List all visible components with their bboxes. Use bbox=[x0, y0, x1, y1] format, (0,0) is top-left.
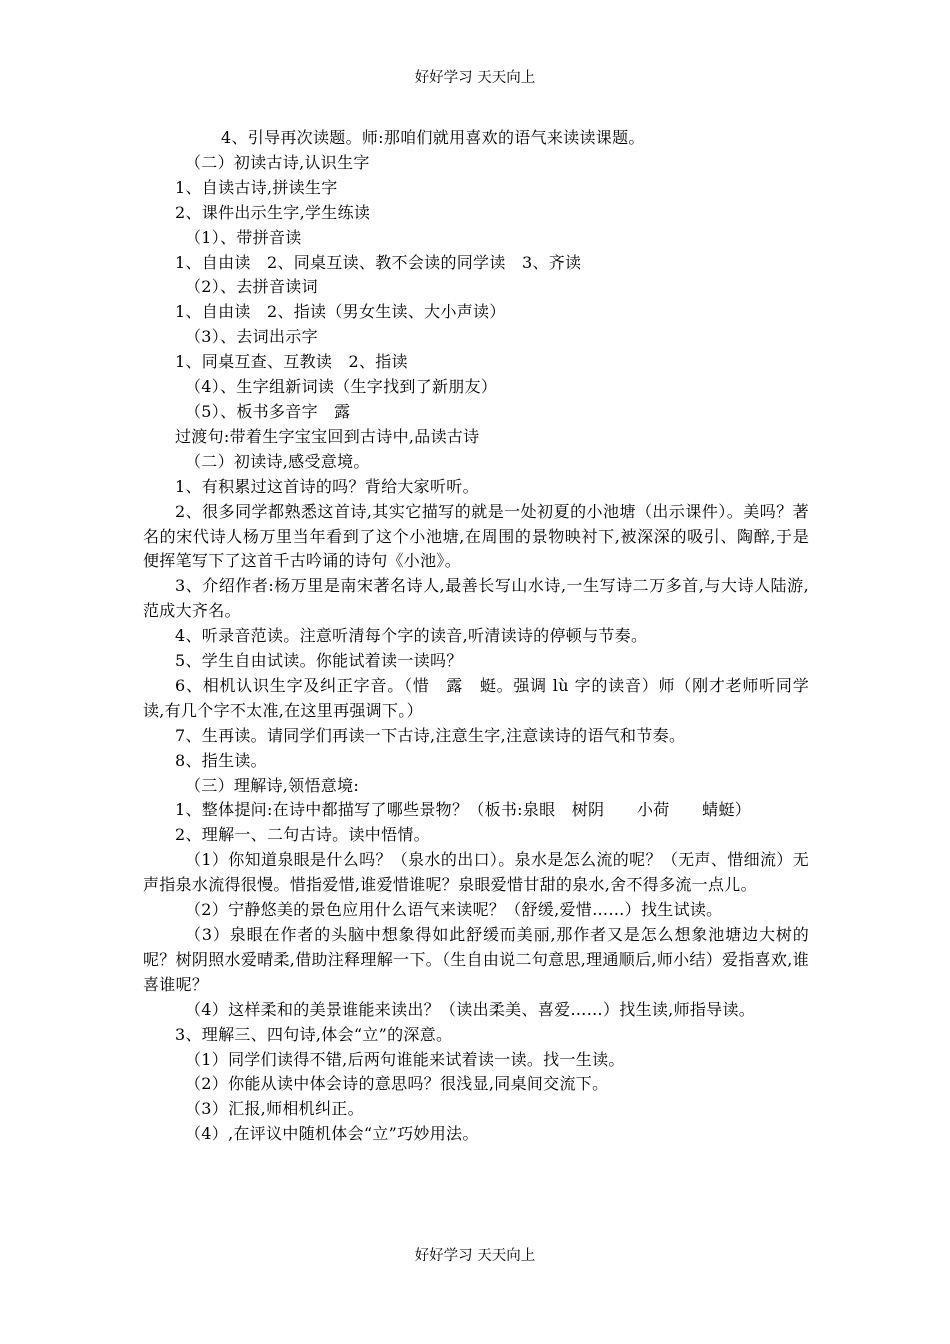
text-line: 2、理解一、二句古诗。读中悟情。 bbox=[175, 825, 430, 845]
text-line: （1）同学们读得不错,后两句谁能来试着读一读。找一生读。 bbox=[185, 1049, 625, 1069]
text-line: 7、生再读。请同学们再读一下古诗,注意生字,注意读诗的语气和节奏。 bbox=[175, 725, 686, 745]
text-line: （4）、生字组新词读（生字找到了新朋友） bbox=[185, 377, 498, 397]
document-body bbox=[143, 126, 809, 1147]
text-line: （4）,在评议中随机体会“立”巧妙用法。 bbox=[185, 1124, 479, 1144]
text-line: （5）、板书多音字 露 bbox=[185, 401, 351, 421]
text-line: 过渡句:带着生字宝宝回到古诗中,品读古诗 bbox=[175, 426, 480, 446]
paragraph: （2）宁静悠美的景色应用什么语气来读呢？（舒缓,爱惜……）找生试读。 bbox=[185, 900, 723, 920]
text-line: 1、自由读 2、指读（男女生读、大小声读） bbox=[175, 302, 506, 322]
paragraph: 1、整体提问:在诗中都描写了哪些景物？（板书:泉眼 树阴 小荷 蜻蜓） bbox=[175, 800, 752, 820]
text-line: （3）汇报,师相机纠正。 bbox=[185, 1099, 364, 1119]
text-line: 1、自读古诗,拼读生字 bbox=[175, 177, 338, 197]
paragraph: （4）这样柔和的美景谁能来读出？（读出柔美、喜爱……）找生读,师指导读。 bbox=[185, 999, 756, 1019]
text-line: （2）你能从读中体会诗的意思吗？很浅显,同桌间交流下。 bbox=[185, 1074, 609, 1094]
page-footer: 好好学习 天天向上 bbox=[414, 1248, 536, 1264]
section-heading: （三）理解诗,领悟意境: bbox=[185, 775, 360, 795]
text-line: 1、自由读 2、同桌互读、教不会读的同学读 3、齐读 bbox=[175, 252, 582, 272]
text-line: 4、听录音范读。注意听清每个字的读音,听清读诗的停顿与节奏。 bbox=[175, 626, 648, 646]
paragraph: （3）泉眼在作者的头脑中想象得如此舒缓而美丽,那作者又是怎么想象池塘边大树的呢？树阴照水爱晴柔,借助注释理解一下。（生自由说二句意思,理通顺后,师小结）爱指喜欢,谁喜谁呢？ bbox=[143, 925, 809, 994]
text-line: （2）、去拼音读词 bbox=[185, 277, 318, 297]
page-header: 好好学习 天天向上 bbox=[414, 70, 536, 86]
paragraph: 2、很多同学都熟悉这首诗,其实它描写的就是一处初夏的小池塘（出示课件）。美吗？著名的宋代诗人杨万里当年看到了这个小池塘,在周围的景物映衬下,被深深的吸引、陶醉,于是便挥笔写下了这首千古吟诵的诗句《小池》。 bbox=[143, 501, 809, 571]
text-line: （3）、去词出示字 bbox=[185, 327, 318, 347]
text-line: 1、有积累过这首诗的吗？背给大家听听。 bbox=[175, 476, 479, 496]
paragraph: 6、相机认识生字及纠正字音。（惜 露 蜓。强调 lù 字的读音）师（刚才老师听同学读,有几个字不太准,在这里再强调下。） bbox=[143, 675, 809, 720]
text-line: 2、课件出示生字,学生练读 bbox=[175, 202, 371, 222]
text-line: 1、同桌互查、互教读 2、指读 bbox=[175, 352, 408, 372]
text-line: 8、指生读。 bbox=[175, 750, 267, 770]
text-line: （1）、带拼音读 bbox=[185, 227, 302, 247]
text-line: 4、引导再次读题。师:那咱们就用喜欢的语气来读读课题。 bbox=[221, 128, 645, 147]
section-heading: （二）初读古诗,认识生字 bbox=[185, 152, 370, 172]
paragraph: 3、介绍作者:杨万里是南宋著名诗人,最善长写山水诗,一生写诗二万多首,与大诗人陆游,范成大齐名。 bbox=[143, 576, 809, 621]
section-heading: （二）初读诗,感受意境。 bbox=[185, 451, 370, 471]
text-line: 3、理解三、四句诗,体会“立”的深意。 bbox=[175, 1024, 453, 1044]
text-line: 5、学生自由试读。你能试着读一读吗？ bbox=[175, 651, 463, 671]
paragraph: （1）你知道泉眼是什么吗？（泉水的出口）。泉水是怎么流的呢？（无声、惜细流）无声指泉水流得很慢。惜指爱惜,谁爱惜谁呢？泉眼爱惜甘甜的泉水,舍不得多流一点儿。 bbox=[143, 850, 809, 895]
